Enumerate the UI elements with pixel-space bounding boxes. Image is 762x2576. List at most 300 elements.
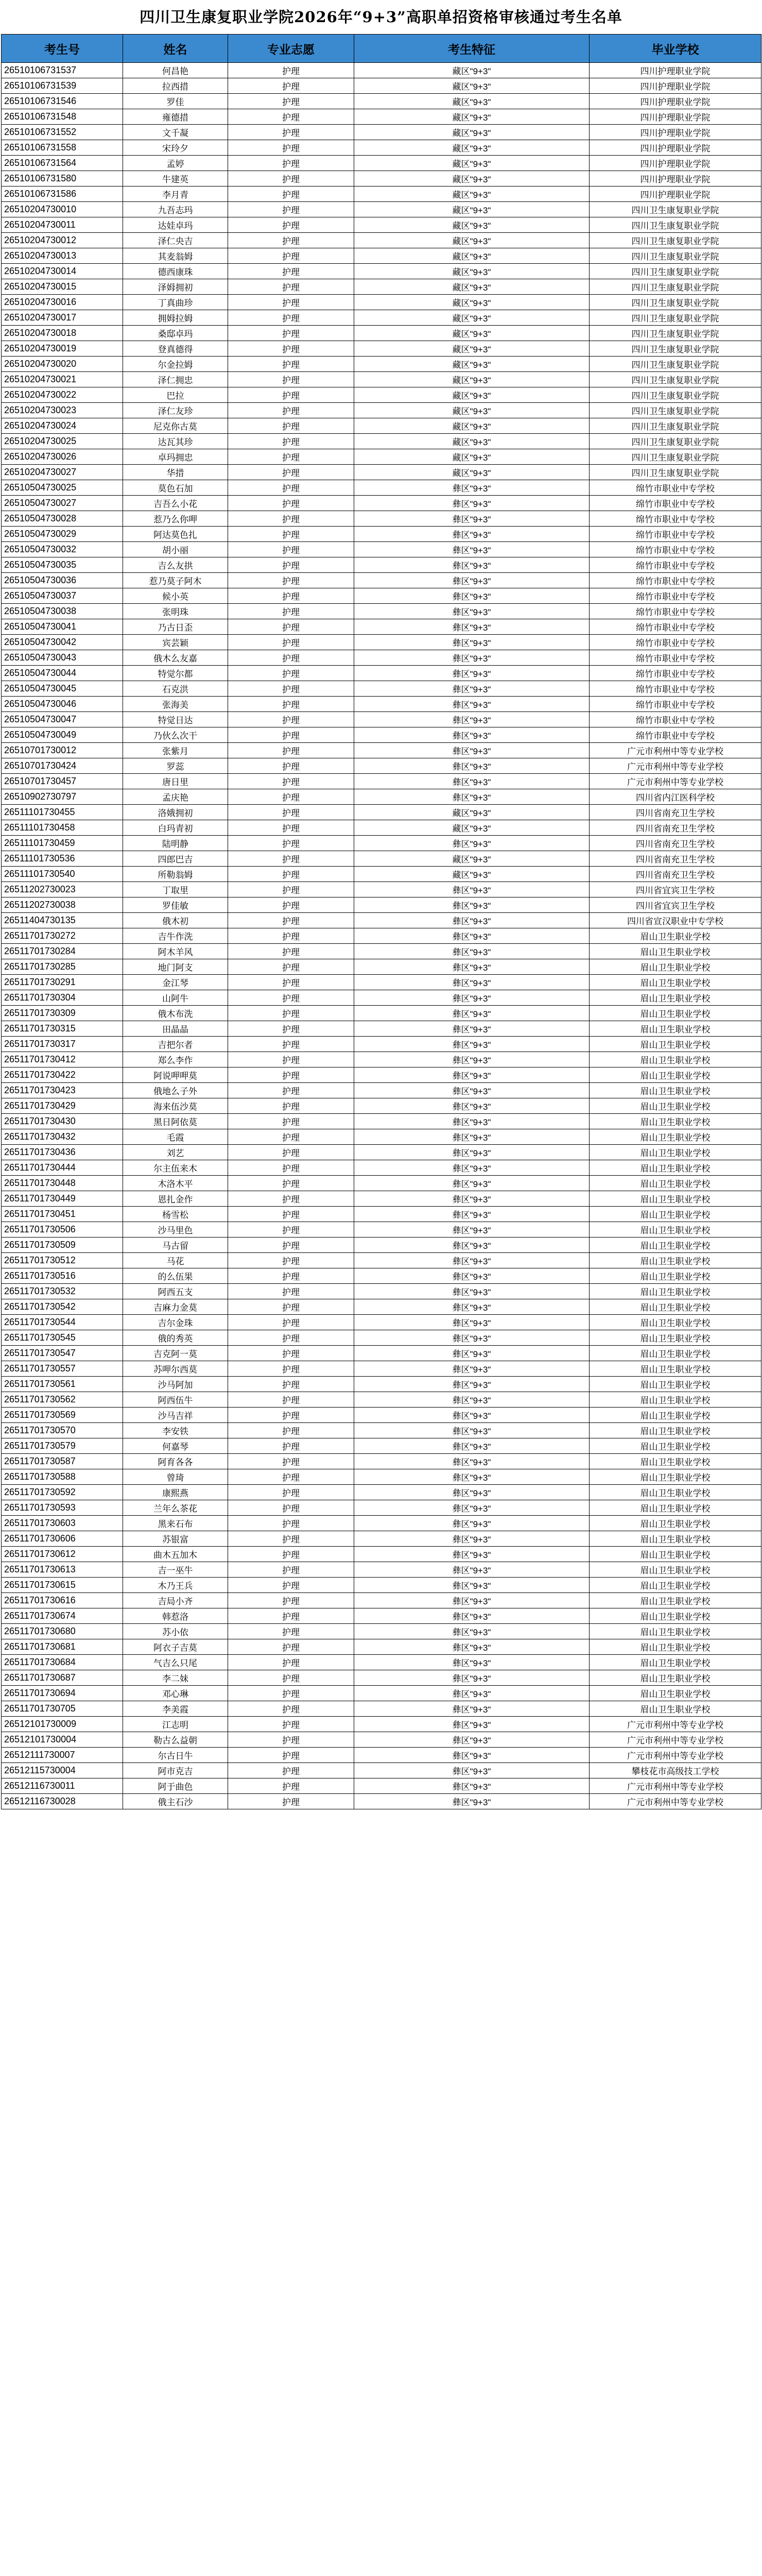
- exam-id-cell: 26511701730588: [2, 1469, 123, 1485]
- major-cell: 护理: [228, 882, 354, 897]
- name-cell: 地门阿支: [123, 959, 228, 975]
- exam-id-cell: 26511101730455: [2, 805, 123, 820]
- table-row: [2, 1469, 761, 1485]
- name-cell: 曲木五加木: [123, 1547, 228, 1562]
- major-cell: 护理: [228, 1593, 354, 1608]
- exam-id-cell: 26511701730603: [2, 1516, 123, 1531]
- name-cell: 杨雪松: [123, 1207, 228, 1222]
- school-cell: 绵竹市职业中专学校: [590, 619, 761, 635]
- major-cell: 护理: [228, 573, 354, 588]
- feature-cell: 藏区"9+3": [354, 202, 590, 217]
- name-cell: 雍德措: [123, 109, 228, 125]
- exam-id-cell: 26510504730047: [2, 712, 123, 727]
- table-row: [2, 1052, 761, 1067]
- table-row: [2, 156, 761, 171]
- feature-cell: 彝区"9+3": [354, 573, 590, 588]
- name-cell: 吉一巫牛: [123, 1562, 228, 1578]
- table-row: [2, 1191, 761, 1207]
- school-cell: 眉山卫生职业学校: [590, 1408, 761, 1423]
- exam-id-cell: 26510504730042: [2, 635, 123, 650]
- major-cell: 护理: [228, 326, 354, 341]
- name-cell: 九吾志玛: [123, 202, 228, 217]
- feature-cell: 彝区"9+3": [354, 1207, 590, 1222]
- name-cell: 兰年么茶花: [123, 1500, 228, 1516]
- name-cell: 洛娥拥初: [123, 805, 228, 820]
- feature-cell: 藏区"9+3": [354, 279, 590, 295]
- feature-cell: 藏区"9+3": [354, 248, 590, 264]
- feature-cell: 彝区"9+3": [354, 697, 590, 712]
- name-cell: 拥姆拉姆: [123, 310, 228, 326]
- school-cell: 眉山卫生职业学校: [590, 1006, 761, 1021]
- school-cell: 眉山卫生职业学校: [590, 990, 761, 1006]
- feature-cell: 彝区"9+3": [354, 1763, 590, 1778]
- table-row: [2, 434, 761, 449]
- exam-id-cell: 26511701730423: [2, 1083, 123, 1098]
- table-row: [2, 480, 761, 496]
- feature-cell: 彝区"9+3": [354, 1516, 590, 1531]
- feature-cell: 藏区"9+3": [354, 805, 590, 820]
- table-row: [2, 1346, 761, 1361]
- major-cell: 护理: [228, 1083, 354, 1098]
- feature-cell: 彝区"9+3": [354, 1655, 590, 1670]
- major-cell: 护理: [228, 1748, 354, 1763]
- feature-cell: 彝区"9+3": [354, 944, 590, 959]
- exam-id-cell: 26510204730023: [2, 403, 123, 418]
- feature-cell: 藏区"9+3": [354, 867, 590, 882]
- major-cell: 护理: [228, 1176, 354, 1191]
- exam-id-cell: 26511701730561: [2, 1377, 123, 1392]
- exam-id-cell: 26511701730516: [2, 1268, 123, 1284]
- name-cell: 康熙燕: [123, 1485, 228, 1500]
- school-cell: 广元市利州中等专业学校: [590, 758, 761, 774]
- feature-cell: 彝区"9+3": [354, 681, 590, 697]
- major-cell: 护理: [228, 1547, 354, 1562]
- name-cell: 俄主石沙: [123, 1794, 228, 1809]
- exam-id-cell: 26510504730032: [2, 542, 123, 557]
- name-cell: 韩惹洛: [123, 1608, 228, 1624]
- major-cell: 护理: [228, 202, 354, 217]
- name-cell: 登真德得: [123, 341, 228, 357]
- major-cell: 护理: [228, 465, 354, 480]
- name-cell: 马古留: [123, 1238, 228, 1253]
- school-cell: 眉山卫生职业学校: [590, 959, 761, 975]
- major-cell: 护理: [228, 650, 354, 666]
- school-cell: 眉山卫生职业学校: [590, 1114, 761, 1129]
- feature-cell: 藏区"9+3": [354, 171, 590, 187]
- school-cell: 绵竹市职业中专学校: [590, 542, 761, 557]
- feature-cell: 彝区"9+3": [354, 666, 590, 681]
- feature-cell: 彝区"9+3": [354, 1176, 590, 1191]
- exam-id-cell: 26511701730444: [2, 1160, 123, 1176]
- table-row: [2, 1021, 761, 1037]
- major-cell: 护理: [228, 156, 354, 171]
- major-cell: 护理: [228, 1778, 354, 1794]
- school-cell: 眉山卫生职业学校: [590, 1067, 761, 1083]
- table-row: [2, 944, 761, 959]
- major-cell: 护理: [228, 836, 354, 851]
- table-row: [2, 650, 761, 666]
- name-cell: 文千凝: [123, 125, 228, 140]
- school-cell: 绵竹市职业中专学校: [590, 635, 761, 650]
- name-cell: 陆明静: [123, 836, 228, 851]
- school-cell: 眉山卫生职业学校: [590, 1454, 761, 1469]
- school-cell: 四川卫生康复职业学院: [590, 449, 761, 465]
- feature-cell: 彝区"9+3": [354, 897, 590, 913]
- feature-cell: 藏区"9+3": [354, 341, 590, 357]
- school-cell: 眉山卫生职业学校: [590, 1052, 761, 1067]
- exam-id-cell: 26511701730569: [2, 1408, 123, 1423]
- table-row: [2, 1114, 761, 1129]
- table-row: [2, 1268, 761, 1284]
- major-cell: 护理: [228, 1114, 354, 1129]
- name-cell: 俄木么友嘉: [123, 650, 228, 666]
- major-cell: 护理: [228, 1794, 354, 1809]
- major-cell: 护理: [228, 1330, 354, 1346]
- school-cell: 眉山卫生职业学校: [590, 975, 761, 990]
- exam-id-cell: 26511701730304: [2, 990, 123, 1006]
- major-cell: 护理: [228, 418, 354, 434]
- name-cell: 俄木初: [123, 913, 228, 928]
- exam-id-cell: 26511701730579: [2, 1438, 123, 1454]
- major-cell: 护理: [228, 1129, 354, 1145]
- feature-cell: 彝区"9+3": [354, 1330, 590, 1346]
- exam-id-cell: 26510204730021: [2, 372, 123, 387]
- school-cell: 四川卫生康复职业学院: [590, 434, 761, 449]
- name-cell: 俄的秀英: [123, 1330, 228, 1346]
- table-row: [2, 928, 761, 944]
- feature-cell: 彝区"9+3": [354, 1083, 590, 1098]
- school-cell: 眉山卫生职业学校: [590, 1284, 761, 1299]
- exam-id-cell: 26511701730616: [2, 1593, 123, 1608]
- exam-id-cell: 26511701730315: [2, 1021, 123, 1037]
- name-cell: 泽姆拥初: [123, 279, 228, 295]
- major-cell: 护理: [228, 1361, 354, 1377]
- school-cell: 广元市利州中等专业学校: [590, 1748, 761, 1763]
- major-cell: 护理: [228, 1608, 354, 1624]
- name-cell: 乃伙么次干: [123, 727, 228, 743]
- major-cell: 护理: [228, 913, 354, 928]
- table-row: [2, 712, 761, 727]
- major-cell: 护理: [228, 248, 354, 264]
- feature-cell: 彝区"9+3": [354, 1794, 590, 1809]
- school-cell: 眉山卫生职业学校: [590, 1547, 761, 1562]
- name-cell: 阿西伍牛: [123, 1392, 228, 1408]
- major-cell: 护理: [228, 1145, 354, 1160]
- name-cell: 李安铁: [123, 1423, 228, 1438]
- table-row: [2, 557, 761, 573]
- table-row: [2, 774, 761, 789]
- exam-id-cell: 26510504730036: [2, 573, 123, 588]
- major-cell: 护理: [228, 542, 354, 557]
- table-row: [2, 1145, 761, 1160]
- school-cell: 四川卫生康复职业学院: [590, 217, 761, 233]
- name-cell: 巴拉: [123, 387, 228, 403]
- major-cell: 护理: [228, 1454, 354, 1469]
- exam-id-cell: 26511701730317: [2, 1037, 123, 1052]
- name-cell: 俄地么子外: [123, 1083, 228, 1098]
- header-major: 专业志愿: [228, 35, 354, 63]
- exam-id-cell: 26511701730422: [2, 1067, 123, 1083]
- feature-cell: 彝区"9+3": [354, 1608, 590, 1624]
- name-cell: 达瓦其珍: [123, 434, 228, 449]
- school-cell: 眉山卫生职业学校: [590, 1098, 761, 1114]
- name-cell: 华措: [123, 465, 228, 480]
- table-row: [2, 1392, 761, 1408]
- feature-cell: 彝区"9+3": [354, 1500, 590, 1516]
- table-header-row: [2, 35, 761, 63]
- major-cell: 护理: [228, 279, 354, 295]
- exam-id-cell: 26511701730451: [2, 1207, 123, 1222]
- name-cell: 阿说呷呷莫: [123, 1067, 228, 1083]
- feature-cell: 彝区"9+3": [354, 1052, 590, 1067]
- feature-cell: 彝区"9+3": [354, 882, 590, 897]
- table-row: [2, 1423, 761, 1438]
- name-cell: 白玛青初: [123, 820, 228, 836]
- school-cell: 四川省南充卫生学校: [590, 851, 761, 867]
- name-cell: 惹乃莫子阿木: [123, 573, 228, 588]
- school-cell: 眉山卫生职业学校: [590, 1253, 761, 1268]
- school-cell: 四川卫生康复职业学院: [590, 357, 761, 372]
- table-row: [2, 789, 761, 805]
- school-cell: 眉山卫生职业学校: [590, 1021, 761, 1037]
- exam-id-cell: 26510204730018: [2, 326, 123, 341]
- name-cell: 阿于曲色: [123, 1778, 228, 1794]
- school-cell: 绵竹市职业中专学校: [590, 557, 761, 573]
- table-row: [2, 1408, 761, 1423]
- exam-id-cell: 26510504730049: [2, 727, 123, 743]
- table-row: [2, 1330, 761, 1346]
- feature-cell: 彝区"9+3": [354, 1748, 590, 1763]
- name-cell: 德西康珠: [123, 264, 228, 279]
- exam-id-cell: 26510106731537: [2, 63, 123, 78]
- table-row: [2, 1438, 761, 1454]
- school-cell: 绵竹市职业中专学校: [590, 697, 761, 712]
- major-cell: 护理: [228, 805, 354, 820]
- name-cell: 吉么友拱: [123, 557, 228, 573]
- name-cell: 江志明: [123, 1717, 228, 1732]
- table-row: [2, 1222, 761, 1238]
- major-cell: 护理: [228, 310, 354, 326]
- name-cell: 桑邸卓玛: [123, 326, 228, 341]
- name-cell: 刘艺: [123, 1145, 228, 1160]
- name-cell: 宾芸颖: [123, 635, 228, 650]
- exam-id-cell: 26511701730612: [2, 1547, 123, 1562]
- major-cell: 护理: [228, 511, 354, 527]
- feature-cell: 彝区"9+3": [354, 1268, 590, 1284]
- major-cell: 护理: [228, 217, 354, 233]
- school-cell: 广元市利州中等专业学校: [590, 1732, 761, 1748]
- feature-cell: 彝区"9+3": [354, 1315, 590, 1330]
- exam-id-cell: 26511701730557: [2, 1361, 123, 1377]
- exam-id-cell: 26510504730043: [2, 650, 123, 666]
- name-cell: 李月青: [123, 187, 228, 202]
- school-cell: 眉山卫生职业学校: [590, 1361, 761, 1377]
- feature-cell: 彝区"9+3": [354, 1778, 590, 1794]
- school-cell: 四川卫生康复职业学院: [590, 279, 761, 295]
- school-cell: 四川卫生康复职业学院: [590, 233, 761, 248]
- feature-cell: 藏区"9+3": [354, 851, 590, 867]
- school-cell: 四川卫生康复职业学院: [590, 418, 761, 434]
- exam-id-cell: 26510504730028: [2, 511, 123, 527]
- major-cell: 护理: [228, 1516, 354, 1531]
- exam-id-cell: 26511701730432: [2, 1129, 123, 1145]
- table-row: [2, 1608, 761, 1624]
- exam-id-cell: 26510204730019: [2, 341, 123, 357]
- exam-id-cell: 26510204730014: [2, 264, 123, 279]
- name-cell: 唐日里: [123, 774, 228, 789]
- feature-cell: 藏区"9+3": [354, 109, 590, 125]
- exam-id-cell: 26512116730028: [2, 1794, 123, 1809]
- name-cell: 李美霞: [123, 1701, 228, 1717]
- name-cell: 木乃王兵: [123, 1578, 228, 1593]
- feature-cell: 藏区"9+3": [354, 449, 590, 465]
- table-row: [2, 357, 761, 372]
- school-cell: 四川护理职业学院: [590, 94, 761, 109]
- name-cell: 毛霞: [123, 1129, 228, 1145]
- major-cell: 护理: [228, 1392, 354, 1408]
- table-row: [2, 511, 761, 527]
- feature-cell: 藏区"9+3": [354, 820, 590, 836]
- feature-cell: 彝区"9+3": [354, 496, 590, 511]
- table-row: [2, 527, 761, 542]
- exam-id-cell: 26510106731552: [2, 125, 123, 140]
- exam-id-cell: 26512101730004: [2, 1732, 123, 1748]
- major-cell: 护理: [228, 1052, 354, 1067]
- major-cell: 护理: [228, 387, 354, 403]
- document-title: 四川卫生康复职业学院2026年“9+3”高职单招资格审核通过考生名单: [140, 8, 622, 26]
- table-row: [2, 1593, 761, 1608]
- table-row: [2, 1516, 761, 1531]
- school-cell: 眉山卫生职业学校: [590, 1377, 761, 1392]
- exam-id-cell: 26510902730797: [2, 789, 123, 805]
- feature-cell: 彝区"9+3": [354, 1098, 590, 1114]
- feature-cell: 彝区"9+3": [354, 1129, 590, 1145]
- school-cell: 攀枝花市高级技工学校: [590, 1763, 761, 1778]
- school-cell: 绵竹市职业中专学校: [590, 727, 761, 743]
- table-row: [2, 94, 761, 109]
- feature-cell: 藏区"9+3": [354, 310, 590, 326]
- exam-id-cell: 26510106731548: [2, 109, 123, 125]
- school-cell: 眉山卫生职业学校: [590, 1160, 761, 1176]
- name-cell: 李二妹: [123, 1670, 228, 1686]
- school-cell: 眉山卫生职业学校: [590, 1469, 761, 1485]
- school-cell: 绵竹市职业中专学校: [590, 681, 761, 697]
- major-cell: 护理: [228, 1423, 354, 1438]
- school-cell: 四川省宜宾卫生学校: [590, 897, 761, 913]
- major-cell: 护理: [228, 789, 354, 805]
- school-cell: 眉山卫生职业学校: [590, 1037, 761, 1052]
- school-cell: 眉山卫生职业学校: [590, 1129, 761, 1145]
- exam-id-cell: 26511701730285: [2, 959, 123, 975]
- exam-id-cell: 26511701730613: [2, 1562, 123, 1578]
- name-cell: 尼克你古莫: [123, 418, 228, 434]
- feature-cell: 彝区"9+3": [354, 928, 590, 944]
- table-row: [2, 1794, 761, 1809]
- major-cell: 护理: [228, 1238, 354, 1253]
- feature-cell: 彝区"9+3": [354, 1639, 590, 1655]
- feature-cell: 彝区"9+3": [354, 1361, 590, 1377]
- school-cell: 广元市利州中等专业学校: [590, 1794, 761, 1809]
- table-row: [2, 1083, 761, 1098]
- exam-id-cell: 26510504730035: [2, 557, 123, 573]
- major-cell: 护理: [228, 434, 354, 449]
- exam-id-cell: 26510204730013: [2, 248, 123, 264]
- feature-cell: 藏区"9+3": [354, 465, 590, 480]
- major-cell: 护理: [228, 1732, 354, 1748]
- major-cell: 护理: [228, 681, 354, 697]
- name-cell: 其麦翁姆: [123, 248, 228, 264]
- name-cell: 孟庆艳: [123, 789, 228, 805]
- school-cell: 眉山卫生职业学校: [590, 1516, 761, 1531]
- name-cell: 罗佳敏: [123, 897, 228, 913]
- school-cell: 广元市利州中等专业学校: [590, 743, 761, 758]
- table-row: [2, 264, 761, 279]
- major-cell: 护理: [228, 1098, 354, 1114]
- feature-cell: 彝区"9+3": [354, 1701, 590, 1717]
- school-cell: 绵竹市职业中专学校: [590, 527, 761, 542]
- major-cell: 护理: [228, 1438, 354, 1454]
- feature-cell: 彝区"9+3": [354, 990, 590, 1006]
- name-cell: 马花: [123, 1253, 228, 1268]
- exam-id-cell: 26510701730012: [2, 743, 123, 758]
- exam-id-cell: 26511701730436: [2, 1145, 123, 1160]
- school-cell: 眉山卫生职业学校: [590, 1624, 761, 1639]
- name-cell: 孟婷: [123, 156, 228, 171]
- feature-cell: 彝区"9+3": [354, 604, 590, 619]
- school-cell: 眉山卫生职业学校: [590, 1392, 761, 1408]
- exam-id-cell: 26510204730016: [2, 295, 123, 310]
- school-cell: 眉山卫生职业学校: [590, 944, 761, 959]
- school-cell: 眉山卫生职业学校: [590, 1701, 761, 1717]
- major-cell: 护理: [228, 480, 354, 496]
- feature-cell: 彝区"9+3": [354, 1067, 590, 1083]
- major-cell: 护理: [228, 557, 354, 573]
- school-cell: 眉山卫生职业学校: [590, 1485, 761, 1500]
- table-row: [2, 758, 761, 774]
- table-row: [2, 1500, 761, 1516]
- feature-cell: 彝区"9+3": [354, 1392, 590, 1408]
- major-cell: 护理: [228, 604, 354, 619]
- name-cell: 卓玛拥忠: [123, 449, 228, 465]
- school-cell: 广元市利州中等专业学校: [590, 1778, 761, 1794]
- name-cell: 牛建英: [123, 171, 228, 187]
- school-cell: 眉山卫生职业学校: [590, 1423, 761, 1438]
- major-cell: 护理: [228, 712, 354, 727]
- major-cell: 护理: [228, 851, 354, 867]
- name-cell: 罗佳: [123, 94, 228, 109]
- feature-cell: 彝区"9+3": [354, 1547, 590, 1562]
- exam-id-cell: 26511701730674: [2, 1608, 123, 1624]
- major-cell: 护理: [228, 372, 354, 387]
- exam-id-cell: 26511701730705: [2, 1701, 123, 1717]
- table-row: [2, 326, 761, 341]
- table-row: [2, 635, 761, 650]
- exam-id-cell: 26512116730011: [2, 1778, 123, 1794]
- major-cell: 护理: [228, 449, 354, 465]
- exam-id-cell: 26511701730680: [2, 1624, 123, 1639]
- table-row: [2, 604, 761, 619]
- exam-id-cell: 26511101730458: [2, 820, 123, 836]
- major-cell: 护理: [228, 928, 354, 944]
- school-cell: 四川护理职业学院: [590, 140, 761, 156]
- school-cell: 眉山卫生职业学校: [590, 1222, 761, 1238]
- feature-cell: 彝区"9+3": [354, 1485, 590, 1500]
- feature-cell: 彝区"9+3": [354, 1145, 590, 1160]
- feature-cell: 彝区"9+3": [354, 619, 590, 635]
- school-cell: 四川卫生康复职业学院: [590, 465, 761, 480]
- major-cell: 护理: [228, 820, 354, 836]
- feature-cell: 彝区"9+3": [354, 1423, 590, 1438]
